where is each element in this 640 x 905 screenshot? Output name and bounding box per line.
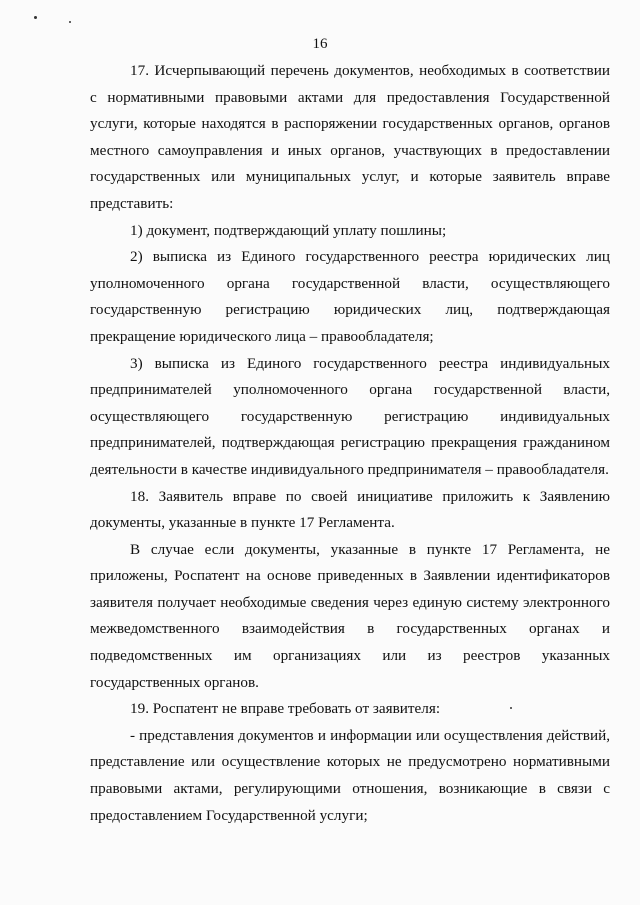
document-body [90, 58, 610, 829]
paragraph-18: 18. Заявитель вправе по своей инициативе приложить к Заявлению документы, указанные в пункте 17 Регламента. [90, 487, 610, 532]
list-item-1: 1) документ, подтверждающий уплату пошлины; [130, 221, 447, 239]
paragraph-19: 19. Роспатент не вправе требовать от заявителя: [130, 700, 441, 718]
list-item-2: 2) выписка из Единого государственного реестра юридических лиц уполномоченного органа государственной власти, осуществляющего государственную регистрацию юридических лиц, подтверждающая прекращение юридического лица – правообладателя; [90, 248, 610, 345]
scan-dot-mark [34, 16, 37, 19]
paragraph-18-continued: В случае если документы, указанные в пункте 17 Регламента, не приложены, Роспатент на основе приведенных в Заявлении идентификаторов заявителя получает необходимые сведения через единую систему электронного межведомственного взаимодействия в государственных органах и подведомственных им организациях или из реестров указанных государственных органов. [90, 540, 610, 691]
paragraph-17: 17. Исчерпывающий перечень документов, необходимых в соответствии с нормативными правовыми актами для предоставления Государственной услуги, которые находятся в распоряжении государственных органов, органов местного самоуправления и иных органов, участвующих в предоставлении государственных или муниципальных услуг, и которые заявитель вправе представить: [90, 62, 610, 212]
page-number: 16 [312, 36, 328, 52]
paragraph-19-item: - представления документов и информации или осуществления действий, представление или осуществление которых не предусмотрено нормативными правовыми актами, регулирующими отношения, возникающие в связи с предоставлением Государственной услуги; [90, 726, 610, 824]
list-item-3: 3) выписка из Единого государственного реестра индивидуальных предпринимателей уполномоченного органа государственной власти, осуществляющего государственную регистрацию индивидуальных предпринимателей, подтверждающая регистрацию прекращения гражданином деятельности в качестве индивидуального предпринимателя – правообладателя. [90, 354, 610, 478]
scan-dot-mark [69, 21, 71, 23]
